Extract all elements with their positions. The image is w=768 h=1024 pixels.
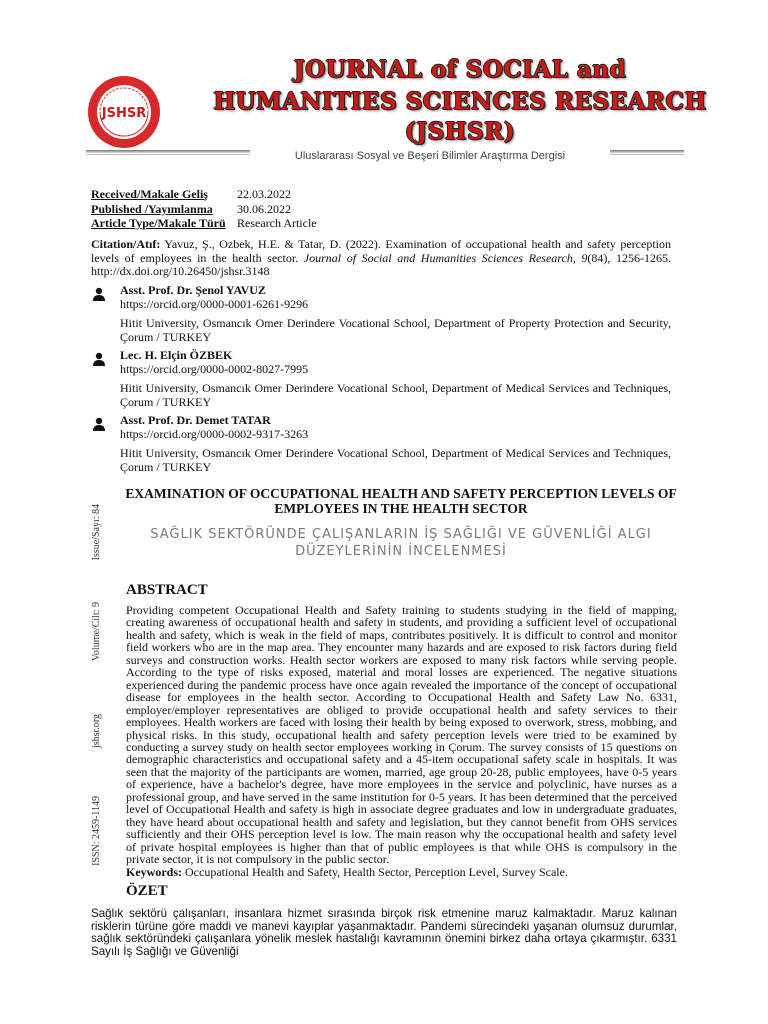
article-title-turkish [120,526,682,560]
journal-title-line-3: (JSHSR) [404,118,516,145]
citation-rest: (84), 1256-1265. [587,250,672,265]
article-title-turkish-line-1: SAĞLIK SEKTÖRÜNDE ÇALIŞANLARIN İŞ SAĞLIĞI VE GÜVENLİĞİ ALGI [150,527,652,542]
published-label: Published /Yayımlanma [91,201,213,216]
logo-text: JSHSR [101,106,147,121]
citation-volume: 9 [575,250,588,265]
article-meta [91,187,317,231]
author-block [91,284,671,344]
article-type-value: Research Article [237,216,317,230]
citation-journal: Journal of Social and Humanities Sciences Research, [303,250,576,265]
author-orcid[interactable]: https://orcid.org/0000-0001-6261-9296 [120,296,309,311]
author-block [91,349,671,409]
side-issue: Issue/Sayı: 84 [91,504,102,561]
side-issn: ISSN: 2459-1149 [91,796,102,866]
author-affiliation: Hitit University, Osmancık Omer Derindere Vocational School, Department of Medical Services and Techniques, Çorum / TURKEY [120,381,671,409]
received-value: 22.03.2022 [237,187,291,201]
citation-text: Yavuz, Ş., Ozbek, H.E. & Tatar, D. (2022). Examination of occupational health and safety perception levels of employees in the health sector. [91,237,671,265]
article-title-turkish-line-2: DÜZEYLERİNİN İNCELENMESİ [295,544,507,559]
article-type-label: Article Type/Makale Türü [91,216,226,230]
keywords [126,866,677,878]
author-orcid[interactable]: https://orcid.org/0000-0002-8027-7995 [120,361,309,376]
abstract-text: Providing competent Occupational Health and Safety training to students studying in the field of mapping, creating awareness of occupational health and safety in students, and providing a sufficient level of occupational health and safety, which is weak in the field of maps, contributes positively. It is difficult to control and monitor field workers who are in the map area. They encounter many hazards and are exposed to risk factors during field surveys and construction works. Health sector workers are exposed to many risk factors while serving people. According to the type of risks exposed, material and moral losses are experienced. The negative situations experienced during the pandemic process have once again revealed the importance of the concept of occupational disease for employees in the health sector. According to Occupational Health and Safety Law No. 6331, employer/employer representatives are obliged to provide occupational health and safety services to their employees. Health workers are faced with losing their health by being exposed to overwork, stress, mobbing, and physical risks. In this study, occupational health and safety perception levels were tried to be examined by conducting a survey study on health sector employees working in Çorum. The survey consists of 15 questions on demographic characteristics and occupational safety and a 45-item occupational safety scale in hospitals. It was seen that the majority of the participants are women, married, age group 20-28, public employees, have 0-5 years of experience, have a bachelor's degree, have more employees in the service and polyclinic, have nurses as a professional group, and have served in the same institution for 0-5 years. It has been determined that the perceived level of Occupational Health and safety is high in associate degree graduates and low in undergraduate graduates, they have heard about occupational health and safety and legislation, but they cannot benefit from OHS services sufficiently and their OHS perception level is low. The main reason why the occupational health and safety level of private hospital employees is higher than that of public employees is that while OHS is compulsory in the private sector, it is not compulsory in the public sector. [126,603,677,867]
side-volume: Volume/Cilt: 9 [91,602,102,661]
author-name: Asst. Prof. Dr. Şenol YAVUZ [120,283,266,297]
author-affiliation: Hitit University, Osmancık Omer Derindere Vocational School, Department of Property Protection and Security, Çorum / TURKEY [120,316,671,344]
journal-subtitle: Uluslararası Sosyal ve Beşeri Bilimler Araştırma Dergisi [250,150,610,162]
person-icon [93,287,105,301]
citation-label: Citation/Atıf: [91,237,161,251]
keywords-label: Keywords: [126,864,182,879]
received-label: Received/Makale Geliş [91,187,208,201]
person-icon [93,352,105,366]
author-name: Lec. H. Elçin ÖZBEK [120,348,233,362]
author-name: Asst. Prof. Dr. Demet TATAR [120,413,271,427]
side-site: jshsr.org [91,714,102,748]
ozet-heading: ÖZET [126,883,168,899]
author-affiliation: Hitit University, Osmancık Omer Derindere Vocational School, Department of Medical Services and Techniques, Çorum / TURKEY [120,446,671,474]
citation-doi[interactable]: http://dx.doi.org/10.26450/jshsr.3148 [91,264,270,278]
author-orcid[interactable]: https://orcid.org/0000-0002-9317-3263 [120,426,309,441]
keywords-text: Occupational Health and Safety, Health Sector, Perception Level, Survey Scale. [182,864,568,879]
citation [91,238,671,279]
journal-title-line-1: JOURNAL of SOCIAL and [293,56,627,83]
article-title-english: EXAMINATION OF OCCUPATIONAL HEALTH AND SAFETY PERCEPTION LEVELS OF EMPLOYEES IN THE HEALTH SECTOR [125,486,677,516]
journal-logo [86,74,162,150]
abstract-heading: ABSTRACT [126,582,208,598]
ozet-body: Sağlık sektörü çalışanları, insanlara hizmet sırasında birçok risk etmenine maruz kalmaktadır. Maruz kalınan risklerin türüne göre maddi ve manevi kayıplar yaşanmaktadır. Pandemi sürecindeki yaşanan olumsuz durumlar, sağlık sektöründeki çalışanlara yönelik meslek hastalığı kavramının önemini birkez daha ortaya çıkarmıştır. 6331 Sayılı İş Sağlığı ve Güvenliği [91,907,677,958]
person-icon [93,417,105,431]
published-value: 30.06.2022 [237,201,291,216]
author-block [91,414,671,474]
journal-title-line-2: HUMANITIES SCIENCES RESEARCH [213,88,707,115]
abstract-body [126,604,677,878]
